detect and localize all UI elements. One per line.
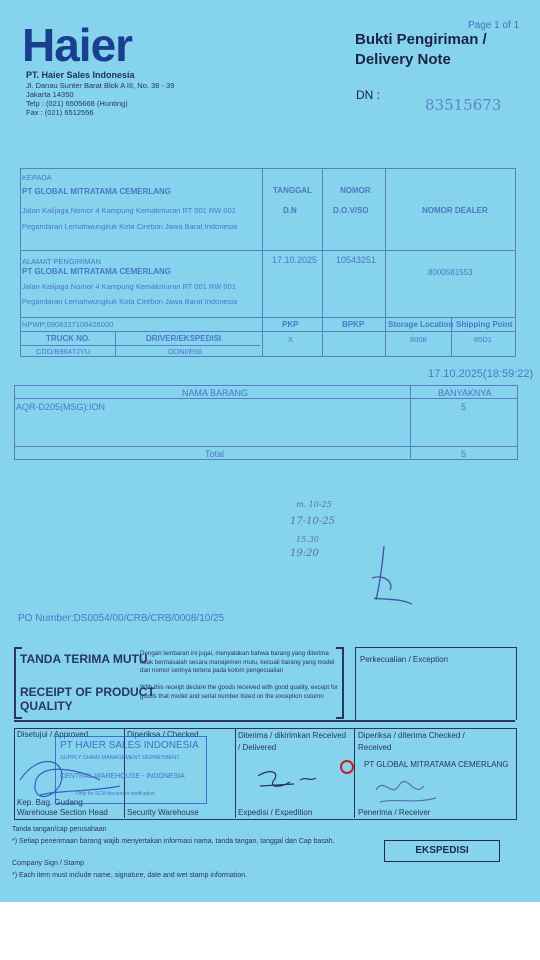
receipt-title-en-2: QUALITY bbox=[20, 699, 73, 713]
bracket-right bbox=[336, 717, 344, 719]
stamp-time-handwritten: 15.30 bbox=[296, 535, 319, 544]
handwritten-time: 19:20 bbox=[290, 548, 319, 559]
bracket-left bbox=[14, 647, 16, 719]
stamp-date-handwritten: m. 10-25 bbox=[296, 500, 332, 509]
table-border bbox=[20, 356, 516, 357]
checked-label: Diperiksa / Checked bbox=[127, 730, 199, 739]
bpkp-header: BPKP bbox=[342, 320, 365, 329]
total-value: 5 bbox=[461, 449, 467, 459]
item-qty: 5 bbox=[461, 402, 467, 412]
signature-border bbox=[14, 720, 515, 722]
document-title-en: Delivery Note bbox=[355, 51, 451, 68]
address-line: Fax : (021) 6512556 bbox=[26, 108, 94, 117]
receipt-text-id: Dengan lembaran ini jugai, menyatakan bahwa barang yang diterima tidak bermasalah secara manajemen mutu, kecuali barang yang model dan nomor serinya tertera pada kolom pengecualian bbox=[140, 650, 335, 674]
do-so-value: 10543251 bbox=[336, 255, 377, 265]
truck-header: TRUCK NO. bbox=[46, 334, 91, 343]
truck-value: CDD/B9647JYU bbox=[36, 347, 91, 356]
page-indicator: Page 1 of 1 bbox=[468, 20, 520, 31]
stamp-dept: SUPPLY CHAIN MANAGEMENT DEPARTMENT bbox=[60, 755, 180, 761]
company-name: PT. Haier Sales Indonesia bbox=[26, 70, 135, 80]
signature-mark bbox=[362, 538, 422, 608]
ship-address: Pegambiran Lemahwungkuk Kota Cirebon Jawa Barat Indonesia bbox=[22, 297, 238, 306]
bracket-right bbox=[336, 647, 344, 649]
receiver-stamp: PT GLOBAL MITRATAMA CEMERLANG bbox=[364, 760, 509, 769]
checked-received-label: Diperiksa / diterima Checked / Received bbox=[358, 731, 465, 752]
recipient-address: Pegambiran Lemahwungkuk Kota Cirebon Jawa Barat Indonesia bbox=[22, 222, 238, 231]
npwp: NPWP:0908327108426000 bbox=[22, 320, 114, 329]
pkp-header: PKP bbox=[282, 320, 299, 329]
nomor-header: NOMOR bbox=[340, 186, 371, 195]
signature-border bbox=[354, 728, 355, 818]
stamp-company: PT HAIER SALES INDONESIA bbox=[60, 740, 199, 751]
item-name: AQR-D205(MSG):ION bbox=[16, 402, 106, 412]
dn-label: DN : bbox=[356, 88, 380, 102]
receipt-title-id: TANDA TERIMA MUTU bbox=[20, 652, 148, 666]
table-border bbox=[14, 385, 518, 386]
handwritten-date: 17-10-25 bbox=[290, 516, 335, 527]
table-border bbox=[515, 168, 516, 356]
table-border bbox=[14, 446, 518, 447]
table-border bbox=[14, 385, 15, 459]
dealer-header: NOMOR DEALER bbox=[422, 206, 488, 215]
kepada-label: KEPADA bbox=[22, 173, 52, 182]
ship-name: PT GLOBAL MITRATAMA CEMERLANG bbox=[22, 267, 172, 276]
table-border bbox=[115, 331, 116, 356]
shipping-point-header: Shipping Point bbox=[456, 320, 513, 329]
table-border bbox=[20, 317, 516, 318]
recipient-name: PT GLOBAL MITRATAMA CEMERLANG bbox=[22, 187, 172, 196]
ekspedisi-box: EKSPEDISI bbox=[384, 840, 500, 862]
storage-header: Storage Location bbox=[388, 320, 454, 329]
storage-value: 8008 bbox=[410, 335, 427, 344]
footer-note-id: *) Setiap penerimaan barang wajib menyertakan informasi nama, tanda tangan, tanggal dan Cap basah. bbox=[12, 838, 335, 845]
received-label: Diterima / dikirimkan Received / Delivered bbox=[238, 731, 347, 752]
footer-sign-id: Tanda tangan/cap perusahaan bbox=[12, 826, 107, 833]
table-border bbox=[385, 168, 386, 356]
recipient-address: Jalan Kalijaga Nomor 4 Kampung Kemakmuran RT 001 RW 001 bbox=[22, 206, 236, 215]
pkp-value: X bbox=[288, 335, 294, 344]
address-line: Telp : (021) 6505668 (Hunting) bbox=[26, 99, 128, 108]
address-line: Jl. Danau Sunter Barat Blok A III, No. 38 - 39 bbox=[26, 81, 175, 90]
expedisi-label: Expedisi / Expedition bbox=[238, 808, 313, 817]
table-border bbox=[20, 168, 516, 169]
dn-number: 83515673 bbox=[425, 96, 502, 114]
penerima-label: Penerima / Receiver bbox=[358, 808, 431, 817]
address-line: Jakarta 14350 bbox=[26, 90, 74, 99]
document-title-id: Bukti Pengiriman / bbox=[355, 31, 487, 48]
item-qty-header: BANYAKNYA bbox=[438, 388, 492, 398]
dn-header: D.N bbox=[283, 206, 297, 215]
table-border bbox=[20, 168, 21, 356]
table-border bbox=[20, 250, 516, 251]
table-border bbox=[517, 385, 518, 459]
dealer-value: 8000581553 bbox=[428, 268, 473, 277]
item-name-header: NAMA BARANG bbox=[182, 388, 249, 398]
receipt-text-en: With this receipt declare the goods received with good quality, except for goods that model and serial number listed on the exception column bbox=[140, 684, 338, 700]
driver-value: DONI/E66 bbox=[168, 347, 203, 356]
table-border bbox=[410, 385, 411, 459]
shipping-value: 85D1 bbox=[474, 335, 492, 344]
tanggal-header: TANGGAL bbox=[273, 186, 312, 195]
power-icon bbox=[340, 760, 354, 774]
haier-logo: Haier bbox=[22, 19, 133, 71]
approved-label: Disetujui / Approved bbox=[17, 730, 89, 739]
warehouse-head-label: Warehouse Section Head bbox=[17, 808, 108, 817]
shipping-label: ALAMAT PENGIRIMAN bbox=[22, 257, 101, 266]
signature-border bbox=[235, 728, 236, 818]
receipt-title-en: RECEIPT OF PRODUCT bbox=[20, 685, 155, 699]
table-border bbox=[262, 168, 263, 356]
kep-bag-label: Kep. Bag. Gudang bbox=[17, 798, 83, 807]
table-border bbox=[20, 331, 516, 332]
table-border bbox=[14, 459, 518, 460]
table-border bbox=[14, 398, 518, 399]
bracket-left bbox=[14, 647, 22, 649]
bracket-right bbox=[342, 647, 344, 719]
footer-note-en: *) Each item must include name, signature, date and wet stamp information. bbox=[12, 872, 248, 879]
footer-sign-en: Company Sign / Stamp bbox=[12, 860, 84, 867]
po-number: PO Number:DS0054/00/CRB/CRB/0008/10/25 bbox=[18, 613, 225, 624]
ship-address: Jalan Kalijaga Nomor 4 Kampung Kemakmuran RT 001 RW 001 bbox=[22, 282, 236, 291]
print-timestamp: 17.10.2025(18:59:22) bbox=[428, 368, 534, 380]
exception-label: Perkecualian / Exception bbox=[360, 655, 449, 664]
signature-scribble bbox=[10, 740, 130, 810]
bracket-left bbox=[14, 717, 22, 719]
total-label: Total bbox=[205, 449, 225, 459]
expedition-signature bbox=[250, 758, 340, 798]
security-label: Security Warehouse bbox=[127, 808, 199, 817]
driver-header: DRIVER/EKSPEDISI bbox=[146, 334, 222, 343]
table-border bbox=[322, 168, 323, 356]
receiver-signature bbox=[370, 770, 460, 810]
do-so-header: D.O.V/SO bbox=[333, 206, 369, 215]
tanggal-value: 17.10.2025 bbox=[272, 255, 318, 265]
stamp-note: Only for SCM document verification bbox=[76, 791, 155, 797]
stamp-warehouse: CENTRAL WAREHOUSE - INDONESIA bbox=[60, 773, 185, 780]
table-border bbox=[20, 345, 260, 346]
